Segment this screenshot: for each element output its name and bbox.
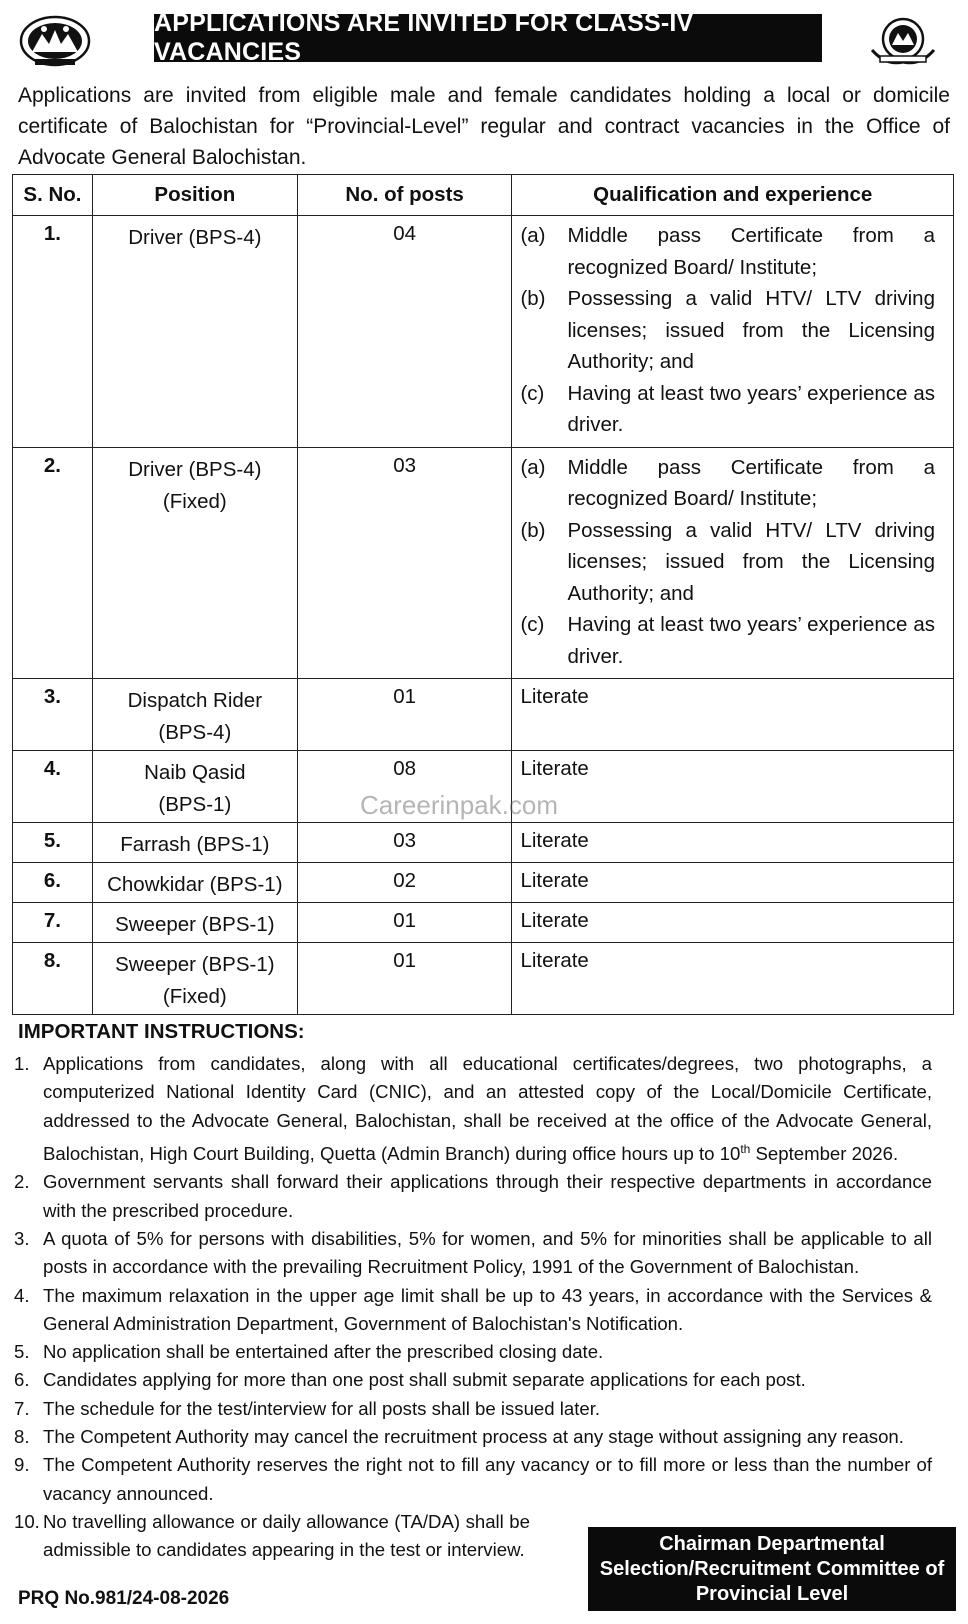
position-cell xyxy=(92,903,297,943)
intro-paragraph: Applications are invited from eligible male and female candidates holding a local or domicile certificate of Balochistan for “Provincial-Level” regular and contract vacancies in the Office of Advocate General Balochistan. xyxy=(18,84,950,169)
page-title: APPLICATIONS ARE INVITED FOR CLASS-IV VACANCIES xyxy=(154,14,822,62)
qualification-cell: Literate xyxy=(512,863,954,903)
table-header-row xyxy=(13,175,954,216)
list-item-text: No travelling allowance or daily allowance (TA/DA) shall be admissible to candidates appearing in the test or interview. xyxy=(43,1510,530,1561)
position-line: Farrash (BPS-1) xyxy=(120,833,270,856)
list-item xyxy=(14,1338,932,1366)
list-item xyxy=(14,1050,932,1168)
position-cell xyxy=(92,943,297,1015)
posts-count: 08 xyxy=(297,751,512,823)
table-row xyxy=(13,447,954,679)
list-item-text: Candidates applying for more than one post shall submit separate applications for each post. xyxy=(43,1369,806,1391)
position-line: Naib Qasid xyxy=(144,761,246,784)
list-item-body: Applications from candidates, along with all educational certificates/degrees, two photographs, a computerized National Identity Card (CNIC), and an attested copy of the Local/Domicile Certificate, addressed to the Advocate General, Balochistan, shall be received at the office of the Advocate General, Balochistan, High Court Building, Quetta (Admin Branch) during office hours up to 10 xyxy=(43,1053,932,1165)
list-item-number: 3. xyxy=(14,1227,30,1249)
list-item-text: The Competent Authority reserves the right not to fill any vacancy or to fill more or less than the number of vacancy announced. xyxy=(43,1454,932,1504)
posts-count: 04 xyxy=(297,216,512,448)
table-row xyxy=(13,943,954,1015)
table-row xyxy=(13,679,954,751)
qualification-item xyxy=(520,609,935,672)
balochistan-government-emblem-icon xyxy=(866,14,940,68)
qualification-label: (c) xyxy=(520,613,545,636)
posts-count: 03 xyxy=(297,823,512,863)
list-item xyxy=(14,1395,932,1423)
qualification-label: (b) xyxy=(520,518,546,542)
serial-number: 2. xyxy=(13,447,93,679)
position-cell xyxy=(92,863,297,903)
list-item xyxy=(14,1366,932,1394)
list-item-number: 5. xyxy=(14,1341,30,1363)
column-header-position: Position xyxy=(92,175,297,216)
posts-count: 03 xyxy=(297,447,512,679)
position-line: Driver (BPS-4) xyxy=(128,457,262,481)
serial-number: 1. xyxy=(13,216,93,448)
list-item xyxy=(14,1282,932,1339)
qualification-text: Possessing a valid HTV/ LTV driving licenses; issued from the Licensing Authority; and xyxy=(567,287,935,373)
list-item-text: No application shall be entertained after the prescribed closing date. xyxy=(43,1341,604,1363)
list-item xyxy=(14,1423,932,1451)
position-line: Sweeper (BPS-1) xyxy=(115,913,275,936)
list-item xyxy=(14,1225,932,1282)
column-header-sno: S. No. xyxy=(13,175,93,216)
table-row xyxy=(13,216,954,448)
qualification-text: Possessing a valid HTV/ LTV driving licenses; issued from the Licensing Authority; and xyxy=(567,518,935,605)
list-item-number: 9. xyxy=(14,1454,30,1476)
table-row xyxy=(13,903,954,943)
qualification-cell: Literate xyxy=(512,823,954,863)
serial-number: 8. xyxy=(13,943,93,1015)
qualification-item xyxy=(520,515,935,610)
position-cell xyxy=(92,823,297,863)
qualification-item xyxy=(520,378,935,441)
qualification-cell xyxy=(512,447,954,679)
signature-block xyxy=(588,1527,956,1611)
instructions-heading: IMPORTANT INSTRUCTIONS: xyxy=(18,1020,305,1043)
list-item-text: The Competent Authority may cancel the recruitment process at any stage without assigning any reason. xyxy=(43,1426,904,1448)
position-cell xyxy=(92,751,297,823)
serial-number: 7. xyxy=(13,903,93,943)
list-item-number: 10. xyxy=(14,1510,40,1532)
signature-line: Chairman Departmental xyxy=(659,1532,885,1555)
posts-count: 01 xyxy=(297,679,512,751)
list-item-number: 6. xyxy=(14,1369,30,1391)
qualification-item xyxy=(520,452,935,515)
position-cell xyxy=(92,447,297,679)
position-line: Sweeper (BPS-1) xyxy=(115,953,275,976)
position-cell xyxy=(92,216,297,448)
qualification-cell: Literate xyxy=(512,679,954,751)
list-item-number: 7. xyxy=(14,1397,30,1419)
qualification-cell xyxy=(512,216,954,448)
serial-number: 5. xyxy=(13,823,93,863)
serial-number: 6. xyxy=(13,863,93,903)
list-item-number: 4. xyxy=(14,1284,30,1306)
list-item-text: The maximum relaxation in the upper age limit shall be up to 43 years, in accordance with the Services & General Administration Department, Government of Balochistan's Notification. xyxy=(43,1284,932,1334)
qualification-cell: Literate xyxy=(512,903,954,943)
list-item-number: 1. xyxy=(14,1053,30,1074)
list-item-number: 2. xyxy=(14,1171,30,1193)
qualification-text: Middle pass Certificate from a recognized Board/ Institute; xyxy=(567,224,935,279)
position-line: (Fixed) xyxy=(162,489,227,513)
qualification-label: (b) xyxy=(520,287,546,310)
position-cell xyxy=(92,679,297,751)
posts-count: 01 xyxy=(297,943,512,1015)
position-line: (BPS-1) xyxy=(158,793,232,816)
ordinal-suffix: th xyxy=(740,1141,751,1156)
qualification-label: (a) xyxy=(520,455,546,479)
column-header-qualification: Qualification and experience xyxy=(512,175,954,216)
instructions-list xyxy=(14,1050,932,1565)
qualification-text: Having at least two years’ experience as driver. xyxy=(567,381,935,436)
position-line: Dispatch Rider xyxy=(127,689,263,712)
qualification-label: (a) xyxy=(520,224,546,247)
position-line: Driver (BPS-4) xyxy=(128,226,262,249)
signature-line: Provincial Level xyxy=(695,1582,849,1605)
serial-number: 3. xyxy=(13,679,93,751)
qualification-cell: Literate xyxy=(512,943,954,1015)
column-header-posts: No. of posts xyxy=(297,175,512,216)
position-line: (Fixed) xyxy=(162,985,227,1008)
qualification-text: Middle pass Certificate from a recognized Board/ Institute; xyxy=(567,455,935,510)
list-item xyxy=(14,1168,932,1225)
list-item-text: The schedule for the test/interview for all posts shall be issued later. xyxy=(43,1397,601,1419)
qualification-item xyxy=(520,283,935,378)
posts-count: 02 xyxy=(297,863,512,903)
vacancies-table xyxy=(12,174,954,1015)
prq-number: PRQ No.981/24-08-2026 xyxy=(18,1588,230,1609)
list-item-text: Government servants shall forward their applications through their respective departments in accordance with the prescribed procedure. xyxy=(43,1171,932,1221)
serial-number: 4. xyxy=(13,751,93,823)
table-row xyxy=(13,823,954,863)
qualification-label: (c) xyxy=(520,381,545,405)
list-item xyxy=(14,1451,932,1508)
posts-count: 01 xyxy=(297,903,512,943)
qualification-cell: Literate xyxy=(512,751,954,823)
list-item-tail: September 2026. xyxy=(750,1143,899,1165)
list-item-text: A quota of 5% for persons with disabilities, 5% for women, and 5% for minorities shall be applicable to all posts in accordance with the prevailing Recruitment Policy, 1991 of the Government of Balochistan. xyxy=(43,1227,932,1278)
balochistan-government-emblem-icon xyxy=(18,14,92,68)
position-line: Chowkidar (BPS-1) xyxy=(107,873,283,896)
qualification-item xyxy=(520,220,935,283)
table-row xyxy=(13,863,954,903)
signature-line: Selection/Recruitment Committee of xyxy=(599,1557,945,1580)
list-item-number: 8. xyxy=(14,1426,30,1448)
watermark-text: Careerinpak.com xyxy=(360,790,558,820)
list-item-text xyxy=(43,1050,932,1168)
qualification-text: Having at least two years’ experience as driver. xyxy=(567,613,935,668)
position-line: (BPS-4) xyxy=(158,721,232,744)
